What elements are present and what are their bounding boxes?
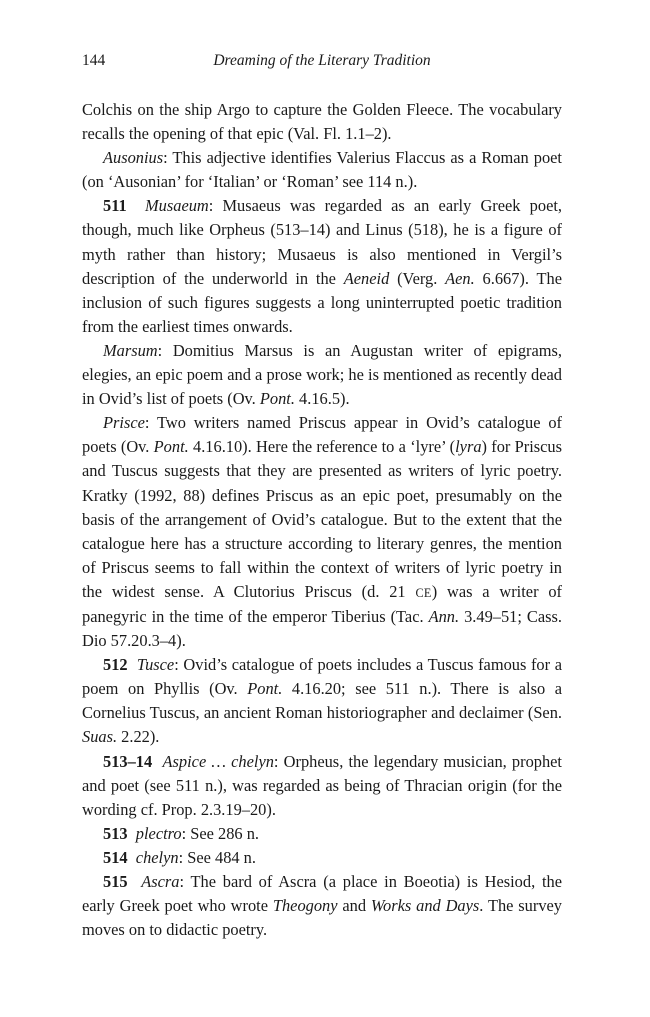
small-caps-text: CE — [415, 585, 432, 600]
lemma-or-title: Musaeum — [145, 196, 209, 216]
lemma-or-title: Works and Days — [370, 896, 480, 916]
paragraph-text — [128, 872, 142, 891]
paragraph-text: : See 286 n. — [181, 823, 260, 843]
lemma-or-title: Marsum — [103, 340, 158, 360]
paragraph-text: . The survey moves on to didactic poetry. — [82, 896, 562, 940]
paragraph-text: 4.16.20; see 511 n.). There is also a Cornelius Tuscus, an ancient Roman historiographer and declaimer (Sen. — [82, 679, 563, 723]
commentary-body — [82, 98, 562, 942]
commentary-paragraph — [82, 846, 562, 870]
paragraph-text: 4.16.10). Here the reference to a ‘lyre’ ( — [188, 437, 456, 457]
paragraph-text: : The bard of Ascra (a place in Boeotia) is Hesiod, the early Greek poet who wrote — [82, 872, 562, 916]
paragraph-text: ) was a writer of panegyric in the time of the emperor Tiberius (Tac. — [82, 581, 562, 626]
lemma-or-title: Pont. — [247, 679, 283, 699]
lemma-or-title: lyra — [455, 437, 482, 457]
lemma-or-title: Prisce — [103, 413, 145, 433]
line-number: 513 — [103, 823, 128, 843]
paragraph-text — [127, 196, 145, 215]
lemma-or-title: Pont. — [153, 437, 189, 457]
paragraph-text: 6.667). The inclusion of such figures suggests a long uninterrupted poetic tradition from the earliest times onwards. — [82, 268, 562, 336]
commentary-paragraph — [82, 98, 562, 146]
commentary-paragraph — [82, 750, 562, 822]
paragraph-text — [128, 655, 137, 674]
paragraph-text: Colchis on the ship Argo to capture the Golden Fleece. The vocabulary recalls the opening of that epic (Val. Fl. 1.1–2). — [82, 100, 562, 144]
page-header — [82, 52, 562, 74]
commentary-paragraph — [82, 822, 562, 846]
lemma-or-title: plectro — [135, 823, 182, 843]
paragraph-text — [128, 848, 136, 867]
paragraph-text: : Ovid’s catalogue of poets includes a Tuscus famous for a poem on Phyllis (Ov. — [82, 655, 562, 699]
page-number: 144 — [82, 52, 106, 69]
paragraph-text — [152, 752, 162, 771]
lemma-or-title: chelyn — [135, 847, 179, 867]
paragraph-text: : Musaeus was regarded as an early Greek poet, though, much like Orpheus (513–14) and Linus (518), he is a figure of myth rather than history; Musaeus is also mentioned in Vergil’s description of the underworld in the — [82, 196, 562, 288]
commentary-paragraph — [82, 194, 562, 339]
line-number: 513–14 — [103, 751, 153, 771]
paragraph-text — [128, 824, 136, 843]
paragraph-text: : Two writers named Priscus appear in Ovid’s catalogue of poets (Ov. — [82, 413, 562, 457]
paragraph-text: 3.49–51; Cass. Dio 57.20.3–4). — [82, 606, 562, 651]
line-number: 511 — [103, 196, 127, 216]
lemma-or-title: Ann. — [428, 606, 460, 626]
paragraph-text: 2.22). — [117, 727, 160, 747]
paragraph-text: and — [337, 896, 371, 916]
lemma-or-title: Aspice … chelyn — [162, 751, 274, 771]
lemma-or-title: Pont. — [259, 389, 295, 409]
line-number: 512 — [103, 655, 128, 675]
lemma-or-title: Aen. — [445, 268, 475, 288]
running-title: Dreaming of the Literary Tradition — [213, 52, 431, 69]
paragraph-text: : This adjective identifies Valerius Flaccus as a Roman poet (on ‘Ausonian’ for ‘Italian’ or ‘Roman’ see 114 n.). — [82, 148, 562, 192]
commentary-paragraph — [82, 870, 562, 942]
lemma-or-title: Suas. — [82, 727, 118, 747]
paragraph-text: : See 484 n. — [178, 847, 256, 867]
commentary-paragraph — [82, 146, 562, 194]
commentary-paragraph — [82, 411, 562, 653]
paragraph-text: : Orpheus, the legendary musician, prophet and poet (see 511 n.), was regarded as being of Thracian origin (for the wording cf. Prop. 2.3.19–20). — [82, 751, 562, 819]
paragraph-text: (Verg. — [389, 268, 446, 288]
lemma-or-title: Aeneid — [343, 268, 390, 288]
paragraph-text: ) for Priscus and Tuscus suggests that they are presented as writers of lyric poetry. Kratky (1992, 88) defines Priscus as an epic poet, presumably on the basis of the arrangement of Ovid’s catalogue. But to the extent that the catalogue here has a structure according to literary genres, the mention of Priscus seems to fall within the context of writers of lyric poetry in the widest sense. A Clutorius Priscus (d. 21 — [82, 437, 562, 601]
commentary-paragraph — [82, 653, 562, 749]
line-number: 514 — [103, 847, 128, 867]
lemma-or-title: Tusce — [136, 655, 175, 675]
lemma-or-title: Ausonius — [103, 148, 164, 168]
line-number: 515 — [103, 872, 128, 891]
commentary-paragraph — [82, 339, 562, 411]
lemma-or-title: Ascra — [141, 872, 180, 891]
paragraph-text: 4.16.5). — [294, 389, 350, 409]
paragraph-text: : Domitius Marsus is an Augustan writer of epigrams, elegies, an epic poem and a prose work; he is mentioned as recently dead in Ovid’s list of poets (Ov. — [82, 340, 562, 409]
lemma-or-title: Theogony — [272, 896, 338, 916]
